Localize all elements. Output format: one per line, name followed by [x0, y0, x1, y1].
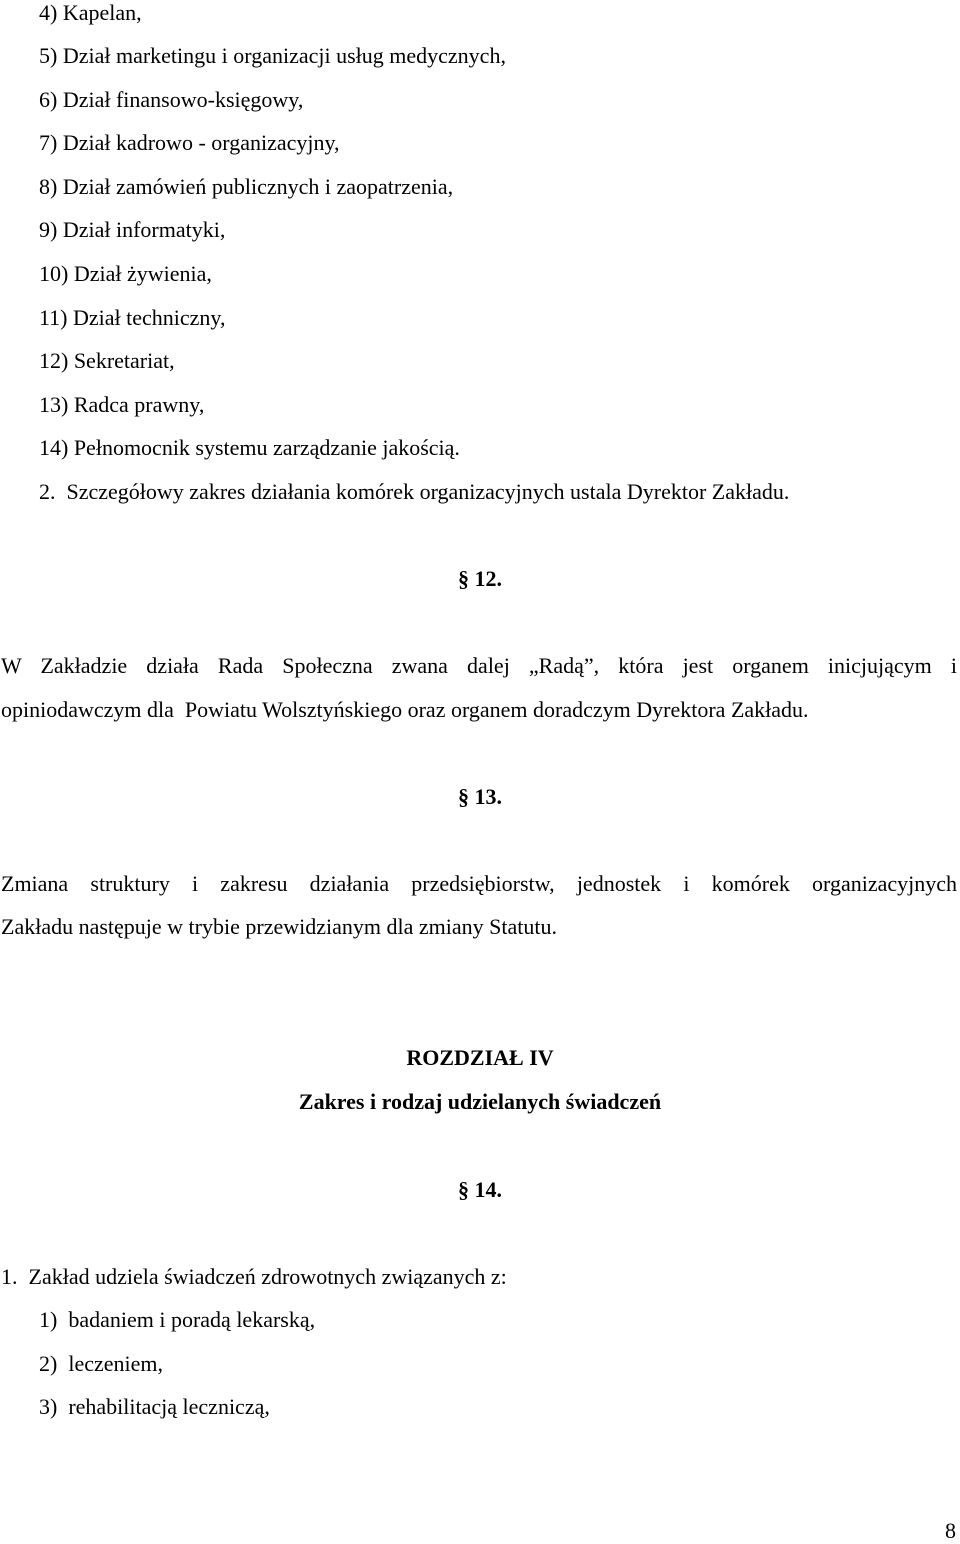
section-12-paragraph-line-1: W Zakładzie działa Rada Społeczna zwana dalej „Radą”, która jest organem inicjującym i: [1, 653, 957, 678]
list-item: 13) Radca prawny,: [39, 392, 205, 417]
page-number: 8: [945, 1518, 956, 1543]
list-item: 5) Dział marketingu i organizacji usług medycznych,: [39, 43, 506, 68]
list-item: 7) Dział kadrowo - organizacyjny,: [39, 130, 340, 155]
list-item: 3) rehabilitacją leczniczą,: [39, 1394, 270, 1419]
section-14-intro: 1. Zakład udziela świadczeń zdrowotnych związanych z:: [1, 1264, 507, 1289]
section-13-heading: § 13.: [458, 784, 502, 809]
list-item: 12) Sekretariat,: [39, 348, 175, 373]
chapter-title: ROZDZIAŁ IV: [406, 1045, 554, 1070]
chapter-subtitle: Zakres i rodzaj udzielanych świadczeń: [298, 1089, 662, 1114]
list-item: 11) Dział techniczny,: [39, 305, 226, 330]
point-2-text: 2. Szczegółowy zakres działania komórek organizacyjnych ustala Dyrektor Zakładu.: [39, 479, 790, 504]
list-item: 2) leczeniem,: [39, 1351, 163, 1376]
section-13-paragraph-line-1: Zmiana struktury i zakresu działania przedsiębiorstw, jednostek i komórek organizacyjnych: [1, 871, 957, 896]
list-item: 4) Kapelan,: [39, 0, 142, 25]
section-12-heading: § 12.: [458, 566, 502, 591]
list-item: 9) Dział informatyki,: [39, 217, 226, 242]
list-item: 14) Pełnomocnik systemu zarządzanie jakością.: [39, 435, 460, 460]
list-item: 10) Dział żywienia,: [39, 261, 212, 286]
section-13-paragraph-line-2: Zakładu następuje w trybie przewidzianym dla zmiany Statutu.: [1, 914, 557, 939]
list-item: 8) Dział zamówień publicznych i zaopatrzenia,: [39, 174, 454, 199]
list-item: 1) badaniem i poradą lekarską,: [39, 1307, 316, 1332]
section-12-paragraph-line-2: opiniodawczym dla Powiatu Wolsztyńskiego oraz organem doradczym Dyrektora Zakładu.: [1, 697, 809, 722]
list-item: 6) Dział finansowo-księgowy,: [39, 87, 304, 112]
section-14-heading: § 14.: [458, 1177, 502, 1202]
